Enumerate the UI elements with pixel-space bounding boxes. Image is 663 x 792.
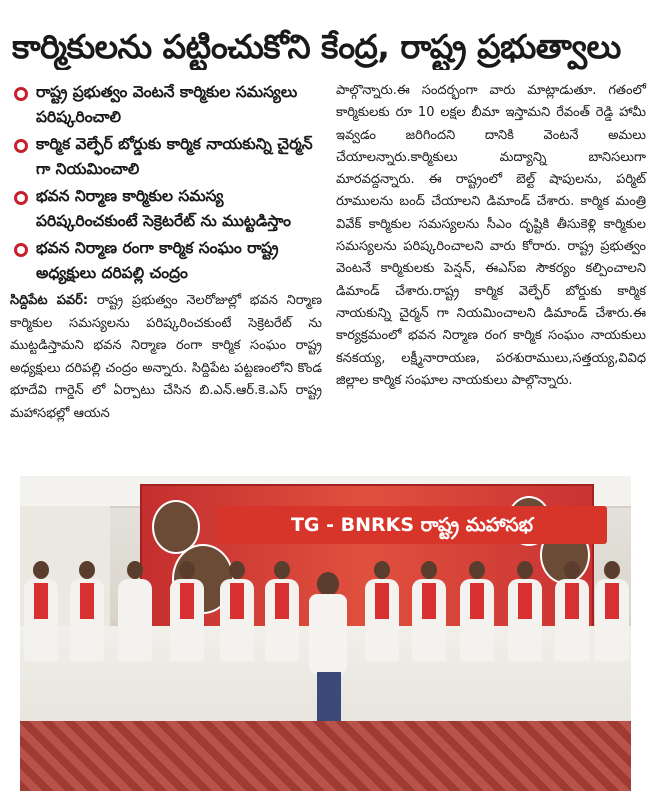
speaker-shirt [309,594,347,674]
attendee [555,579,589,661]
bullet-text: రాష్ట్ర ప్రభుత్వం వెంటనే కార్మికుల సమస్యలు పరిష్కరించాలి [36,83,298,126]
attendee [220,579,254,661]
dateline: సిద్దిపేట పవర్: [10,293,89,308]
banner-title: TG - BNRKS రాష్ట్ర మహాసభ [217,506,607,544]
event-photo [20,476,631,791]
headline: కార్మికులను పట్టించుకోని కేంద్ర, రాష్ట్ర ప్రభుత్వాలు [12,27,621,66]
attendee [70,579,104,661]
attendee [170,579,204,661]
bullet-point [10,80,322,130]
attendee [412,579,446,661]
attendee [265,579,299,661]
bullet-point [10,132,322,182]
bullet-text: కార్మిక వెల్ఫేర్ బోర్డుకు కార్మిక నాయకున్ని చైర్మన్ గా నియమించాలి [36,135,313,178]
body-text-right: పాల్గొన్నారు.ఈ సందర్భంగా వారు మాట్లాడుతూ. గతంలో కార్మికులకు రూ 10 లక్షల బీమా ఇస్తామని రేవంత్ రెడ్డి హామీ ఇవ్వడం జరిగిందని దానికి వెంటనే అమలు చేయాలన్నారు.కార్మికులు మద్యాన్ని బానిసలుగా మారవద్దన్నారు. ఈ రాష్ట్రంలో బెల్ట్ షాపులను, పర్మిట్ రూములను బంద్ చేయాలని డిమాండ్ చేశారు. కార్మిక మంత్రి వివేక్ కార్మికుల సమస్యలను సీఎం దృష్టికి తీసుకెళ్లి కార్మికుల సమస్యలను పరిష్కరించాలని వారు కోరారు. రాష్ట్ర ప్రభుత్వం వెంటనే కార్మికులకు పెన్షన్, ఈఎస్ఐ సౌకర్యం కల్పించాలని డిమాండ్ చేశారు.రాష్ట్ర కార్మిక వెల్ఫేర్ బోర్డుకు కార్మిక నాయకున్ని చైర్మన్ గా నియమించాలని డిమాండ్ చేశారు.ఈ కార్యక్రమంలో భవన నిర్మాణ రంగ కార్మిక సంఘం నాయకులు కనకయ్య, లక్ష్మీనారాయణ, పరశురాములు,సత్తయ్య,వివిధ జిల్లాల కార్మిక సంఘాల నాయకులు పాల్గొన్నారు. [336,83,646,388]
bullet-circle-icon [14,191,28,205]
bullet-circle-icon [14,87,28,101]
attendee [460,579,494,661]
attendee [365,579,399,661]
body-paragraph-left: రాష్ట్ర ప్రభుత్వం నెలరోజుల్లో భవన నిర్మాణ కార్మికుల సమస్యలను పరిష్కరించకుంటే సెక్రెటరేట్ ను ముట్టడిస్తామని భవన నిర్మాణ రంగా కార్మిక సంఘం రాష్ట్ర అధ్యక్షులు దరిపల్లి చంద్రం అన్నారు. సిద్దిపేట పట్టణంలోని కొండ భూదేవి గార్డెన్ లో ఏర్పాటు చేసిన బి.ఎన్.ఆర్.కె.ఎస్ రాష్ట్ర మహాసభల్లో ఆయన [10,293,322,421]
speaker-head [317,572,339,596]
attendee [24,579,58,661]
attendee [118,579,152,661]
bullet-text: భవన నిర్మాణ రంగా కార్మిక సంఘం రాష్ట్ర అధ్యక్షులు దరిపల్లి చంద్రం [36,239,279,282]
bullet-text: భవన నిర్మాణ కార్మికుల సమస్య పరిష్కరించకుంటే సెక్రెటరేట్ ను ముట్టడిస్తాం [36,187,292,230]
left-column [10,80,322,425]
carpet-floor [20,721,631,791]
attendee [595,579,629,661]
bullet-point [10,236,322,286]
bullet-circle-icon [14,243,28,257]
body-text-left [10,290,322,425]
attendee [508,579,542,661]
speaker-figure [305,566,351,726]
bullet-point [10,184,322,234]
bullet-circle-icon [14,139,28,153]
